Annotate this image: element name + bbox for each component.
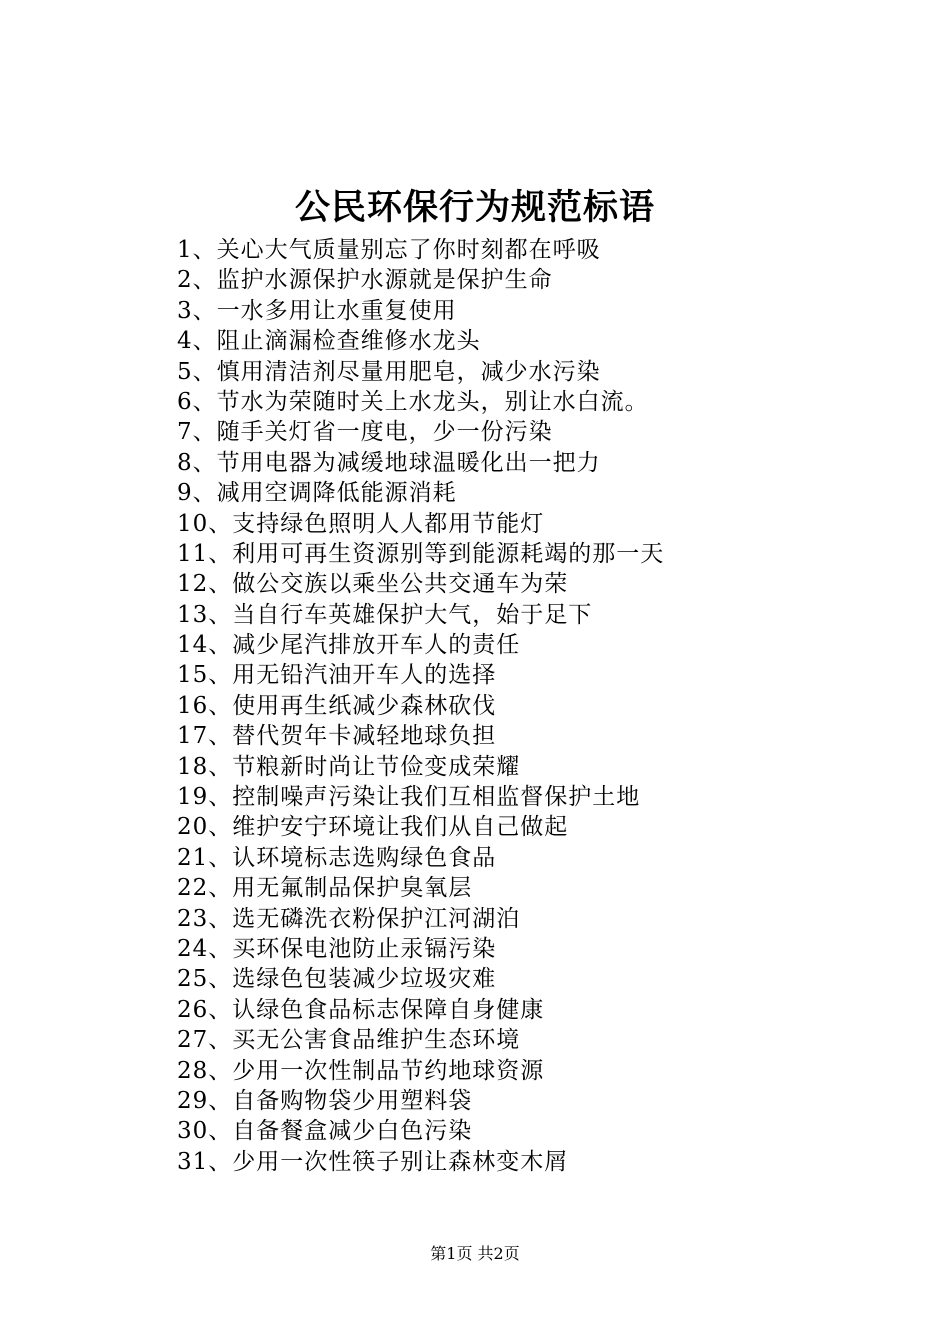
- list-item: 27、买无公害食品维护生态环境: [177, 1027, 521, 1054]
- list-item: 2、监护水源保护水源就是保护生命: [177, 267, 553, 294]
- document-title: 公民环保行为规范标语: [294, 187, 655, 228]
- list-item: 13、当自行车英雄保护大气，始于足下: [177, 601, 593, 628]
- list-item: 28、少用一次性制品节约地球资源: [177, 1057, 545, 1084]
- list-item: 19、控制噪声污染让我们互相监督保护土地: [177, 784, 641, 811]
- list-item: 23、选无磷洗衣粉保护江河湖泊: [177, 905, 521, 932]
- list-item: 7、随手关灯省一度电，少一份污染: [177, 419, 553, 446]
- list-item: 26、认绿色食品标志保障自身健康: [177, 996, 545, 1023]
- list-item: 15、用无铅汽油开车人的选择: [177, 662, 497, 689]
- list-item: 17、替代贺年卡减轻地球负担: [177, 723, 497, 750]
- list-item: 16、使用再生纸减少森林砍伐: [177, 692, 497, 719]
- list-item: 9、减用空调降低能源消耗: [177, 480, 457, 507]
- list-item: 18、节粮新时尚让节俭变成荣耀: [177, 753, 521, 780]
- list-item: 10、支持绿色照明人人都用节能灯: [177, 510, 545, 537]
- list-item: 31、少用一次性筷子别让森林变木屑: [177, 1148, 569, 1175]
- list-item: 24、买环保电池防止汞镉污染: [177, 935, 497, 962]
- list-item: 1、关心大气质量别忘了你时刻都在呼吸: [177, 237, 601, 263]
- list-item: 11、利用可再生资源别等到能源耗竭的那一天: [177, 540, 665, 567]
- page-footer: 第1页 共2页: [430, 1244, 520, 1263]
- list-item: 30、自备餐盒减少白色污染: [177, 1118, 473, 1145]
- list-item: 29、自备购物袋少用塑料袋: [177, 1087, 473, 1114]
- list-item: 20、维护安宁环境让我们从自己做起: [177, 814, 569, 841]
- list-item: 6、节水为荣随时关上水龙头，别让水白流。: [177, 388, 649, 415]
- list-item: 12、做公交族以乘坐公共交通车为荣: [177, 571, 569, 598]
- slogan-list: [177, 235, 664, 1177]
- list-item: 25、选绿色包装减少垃圾灾难: [177, 966, 497, 993]
- list-item: 3、一水多用让水重复使用: [177, 297, 457, 324]
- list-item: 8、节用电器为减缓地球温暖化出一把力: [177, 449, 601, 476]
- list-item: 21、认环境标志选购绿色食品: [177, 844, 497, 871]
- list-item: 4、阻止滴漏检查维修水龙头: [177, 328, 481, 355]
- list-item: 14、减少尾汽排放开车人的责任: [177, 632, 521, 659]
- list-item: 5、慎用清洁剂尽量用肥皂，减少水污染: [177, 358, 601, 385]
- list-item: 22、用无氟制品保护臭氧层: [177, 875, 473, 902]
